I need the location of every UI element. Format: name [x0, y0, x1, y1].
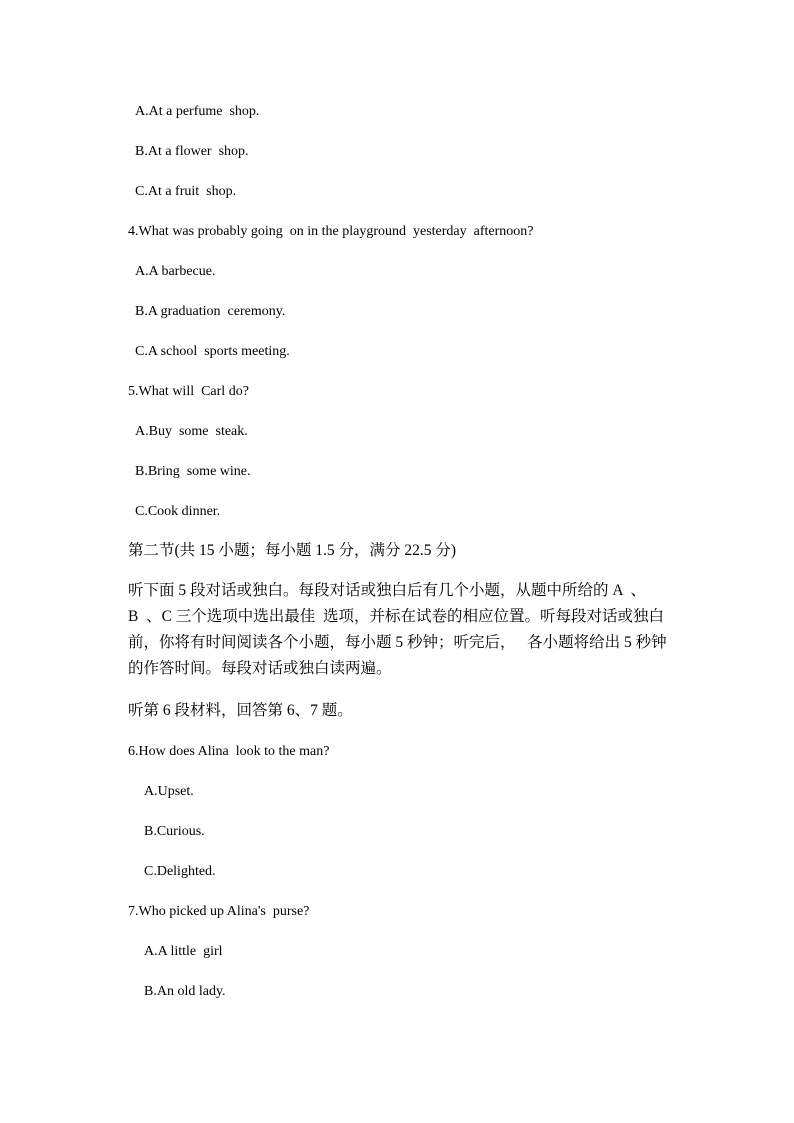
- material-6-heading: 听第 6 段材料，回答第 6、7 题。: [128, 702, 353, 719]
- q5-option-a: A.Buy some steak.: [135, 424, 248, 439]
- q6-option-b: B.Curious.: [144, 824, 205, 839]
- q5-option-b: B.Bring some wine.: [135, 464, 251, 479]
- section2-instructions-line-1: 听下面 5 段对话或独白。每段对话或独白后有几个小题，从题中所给的 A 、: [128, 582, 646, 599]
- section2-instructions-line-3: 前，你将有时间阅读各个小题，每小题 5 秒钟；听完后， 各小题将给出 5 秒钟: [128, 634, 667, 651]
- q5-option-c: C.Cook dinner.: [135, 504, 221, 519]
- q4-option-c: C.A school sports meeting.: [135, 344, 290, 359]
- q3-option-a: A.At a perfume shop.: [135, 104, 260, 119]
- q4-option-a: A.A barbecue.: [135, 264, 216, 279]
- section2-instructions-line-2: B 、C 三个选项中选出最佳 选项，并标在试卷的相应位置。听每段对话或独白: [128, 608, 665, 625]
- q7-question: 7.Who picked up Alina's purse?: [128, 904, 310, 919]
- q6-option-c: C.Delighted.: [144, 864, 216, 879]
- q7-option-b: B.An old lady.: [144, 984, 226, 999]
- section2-instructions-line-4: 的作答时间。每段对话或独白读两遍。: [128, 660, 392, 677]
- section2-heading: 第二节(共 15 小题；每小题 1.5 分，满分 22.5 分): [128, 542, 457, 559]
- q3-option-b: B.At a flower shop.: [135, 144, 249, 159]
- q6-option-a: A.Upset.: [144, 784, 194, 799]
- q5-question: 5.What will Carl do?: [128, 384, 249, 399]
- q6-question: 6.How does Alina look to the man?: [128, 744, 330, 759]
- q4-option-b: B.A graduation ceremony.: [135, 304, 286, 319]
- q4-question: 4.What was probably going on in the playground yesterday afternoon?: [128, 224, 534, 239]
- q7-option-a: A.A little girl: [144, 944, 223, 959]
- q3-option-c: C.At a fruit shop.: [135, 184, 237, 199]
